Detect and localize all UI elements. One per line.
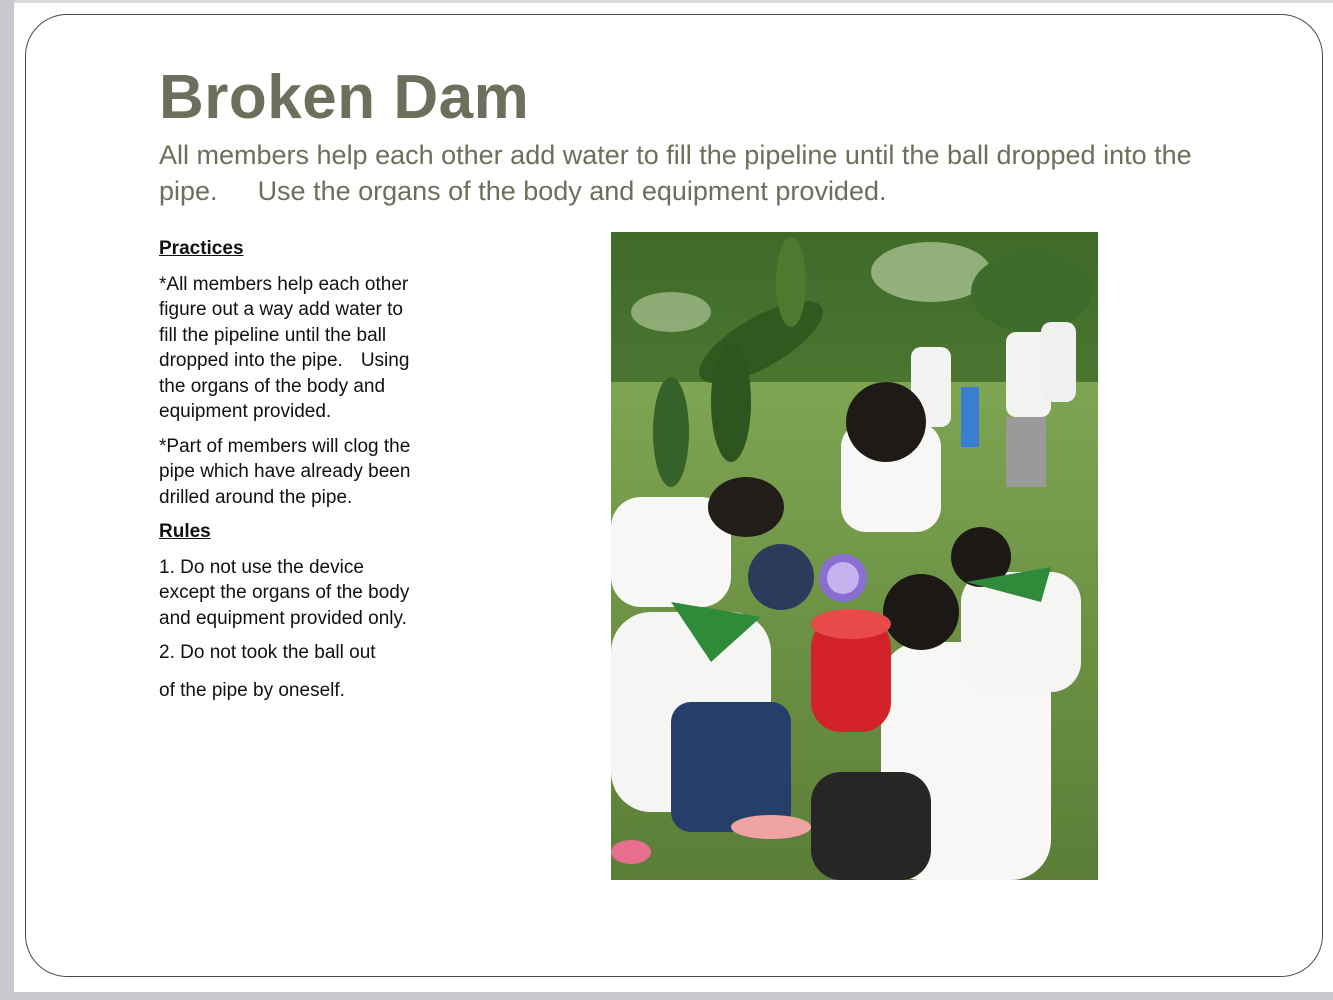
slide-subtitle (159, 137, 1309, 209)
rule-2-line-2: of the pipe by oneself. (159, 679, 345, 701)
practices-paragraph-2: *Part of members will clog the pipe which have already been drilled around the pipe. (159, 435, 411, 508)
team-building-photo (611, 232, 1098, 880)
photo-illustration (611, 232, 1098, 880)
rule-1: 1. Do not use the device except the organs of the body and equipment provided only. (159, 556, 410, 629)
viewer-left-edge (0, 0, 14, 1000)
rules-heading: Rules (159, 521, 211, 542)
subtitle-line-1: All members help each other add water to fill the pipeline until the ball dropped into the (159, 140, 1192, 170)
practices-paragraph-1-b: Using the organs of the body and equipment provided. (159, 350, 410, 422)
slide-title: Broken Dam (159, 63, 530, 132)
subtitle-line-2a: pipe. (159, 176, 218, 206)
subtitle-line-2b: Use the organs of the body and equipment provided. (257, 176, 887, 206)
instructions-column (159, 236, 419, 712)
rule-2-line-1: 2. Do not took the ball out (159, 642, 376, 663)
practices-paragraph-1-a: *All members help each other figure out a way add water to fill the pipeline until the ball dropped into the pipe. (159, 273, 409, 371)
practices-paragraph-1 (159, 272, 419, 425)
practices-heading: Practices (159, 238, 244, 259)
viewer-bottom-edge (0, 992, 1333, 1000)
